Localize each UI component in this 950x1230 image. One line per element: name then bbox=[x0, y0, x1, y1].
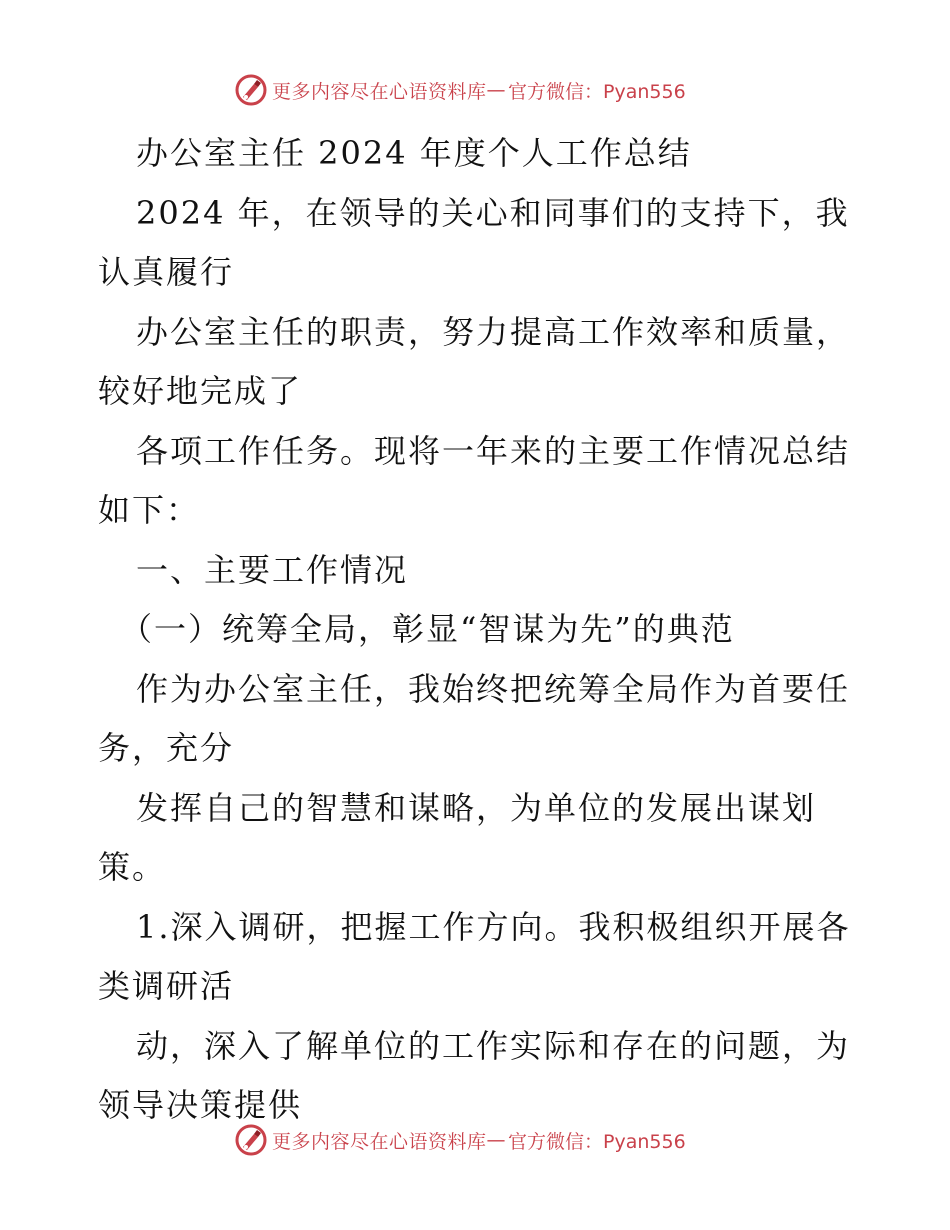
document-line: 一、主要工作情况 bbox=[136, 550, 409, 589]
header-banner-content bbox=[234, 70, 686, 110]
document-body bbox=[98, 124, 858, 1136]
banner-separator: — bbox=[486, 79, 507, 101]
document-line: 策。 bbox=[98, 848, 167, 886]
document-line: 发挥自己的智慧和谋略，为单位的发展出谋划 bbox=[136, 788, 817, 827]
logo-pen-icon bbox=[234, 1123, 268, 1157]
document-line: 作为办公室主任，我始终把统筹全局作为首要任 bbox=[136, 669, 851, 708]
document-line: 2024 年，在领导的关心和同事们的支持下，我 bbox=[136, 193, 850, 232]
document-line: 动，深入了解单位的工作实际和存在的问题，为 bbox=[136, 1026, 851, 1065]
document-line: 较好地完成了 bbox=[98, 372, 303, 410]
logo-pen-icon bbox=[234, 73, 268, 107]
banner-text: 更多内容尽在心语资料库 bbox=[272, 1130, 487, 1153]
document-line: 认真履行 bbox=[98, 253, 235, 291]
document-line: 务，充分 bbox=[98, 729, 235, 767]
document-line: 如下： bbox=[98, 491, 201, 529]
banner-wechat: 官方微信：Pyan556 bbox=[508, 80, 686, 103]
document-line: 1.深入调研，把握工作方向。我积极组织开展各 bbox=[136, 907, 851, 946]
banner-text: 更多内容尽在心语资料库 bbox=[272, 80, 487, 103]
header-banner bbox=[0, 70, 950, 110]
document-line: （一）统筹全局，彰显“智谋为先”的典范 bbox=[120, 610, 735, 648]
document-line: 领导决策提供 bbox=[98, 1086, 303, 1124]
footer-banner bbox=[0, 1120, 950, 1160]
document-line: 各项工作任务。现将一年来的主要工作情况总结 bbox=[136, 431, 851, 470]
document-line: 办公室主任的职责，努力提高工作效率和质量， bbox=[136, 312, 851, 351]
footer-banner-content bbox=[234, 1120, 686, 1160]
document-line: 办公室主任 2024 年度个人工作总结 bbox=[136, 134, 692, 172]
banner-wechat: 官方微信：Pyan556 bbox=[508, 1130, 686, 1153]
banner-separator: — bbox=[486, 1129, 507, 1151]
document-line: 类调研活 bbox=[98, 967, 235, 1005]
